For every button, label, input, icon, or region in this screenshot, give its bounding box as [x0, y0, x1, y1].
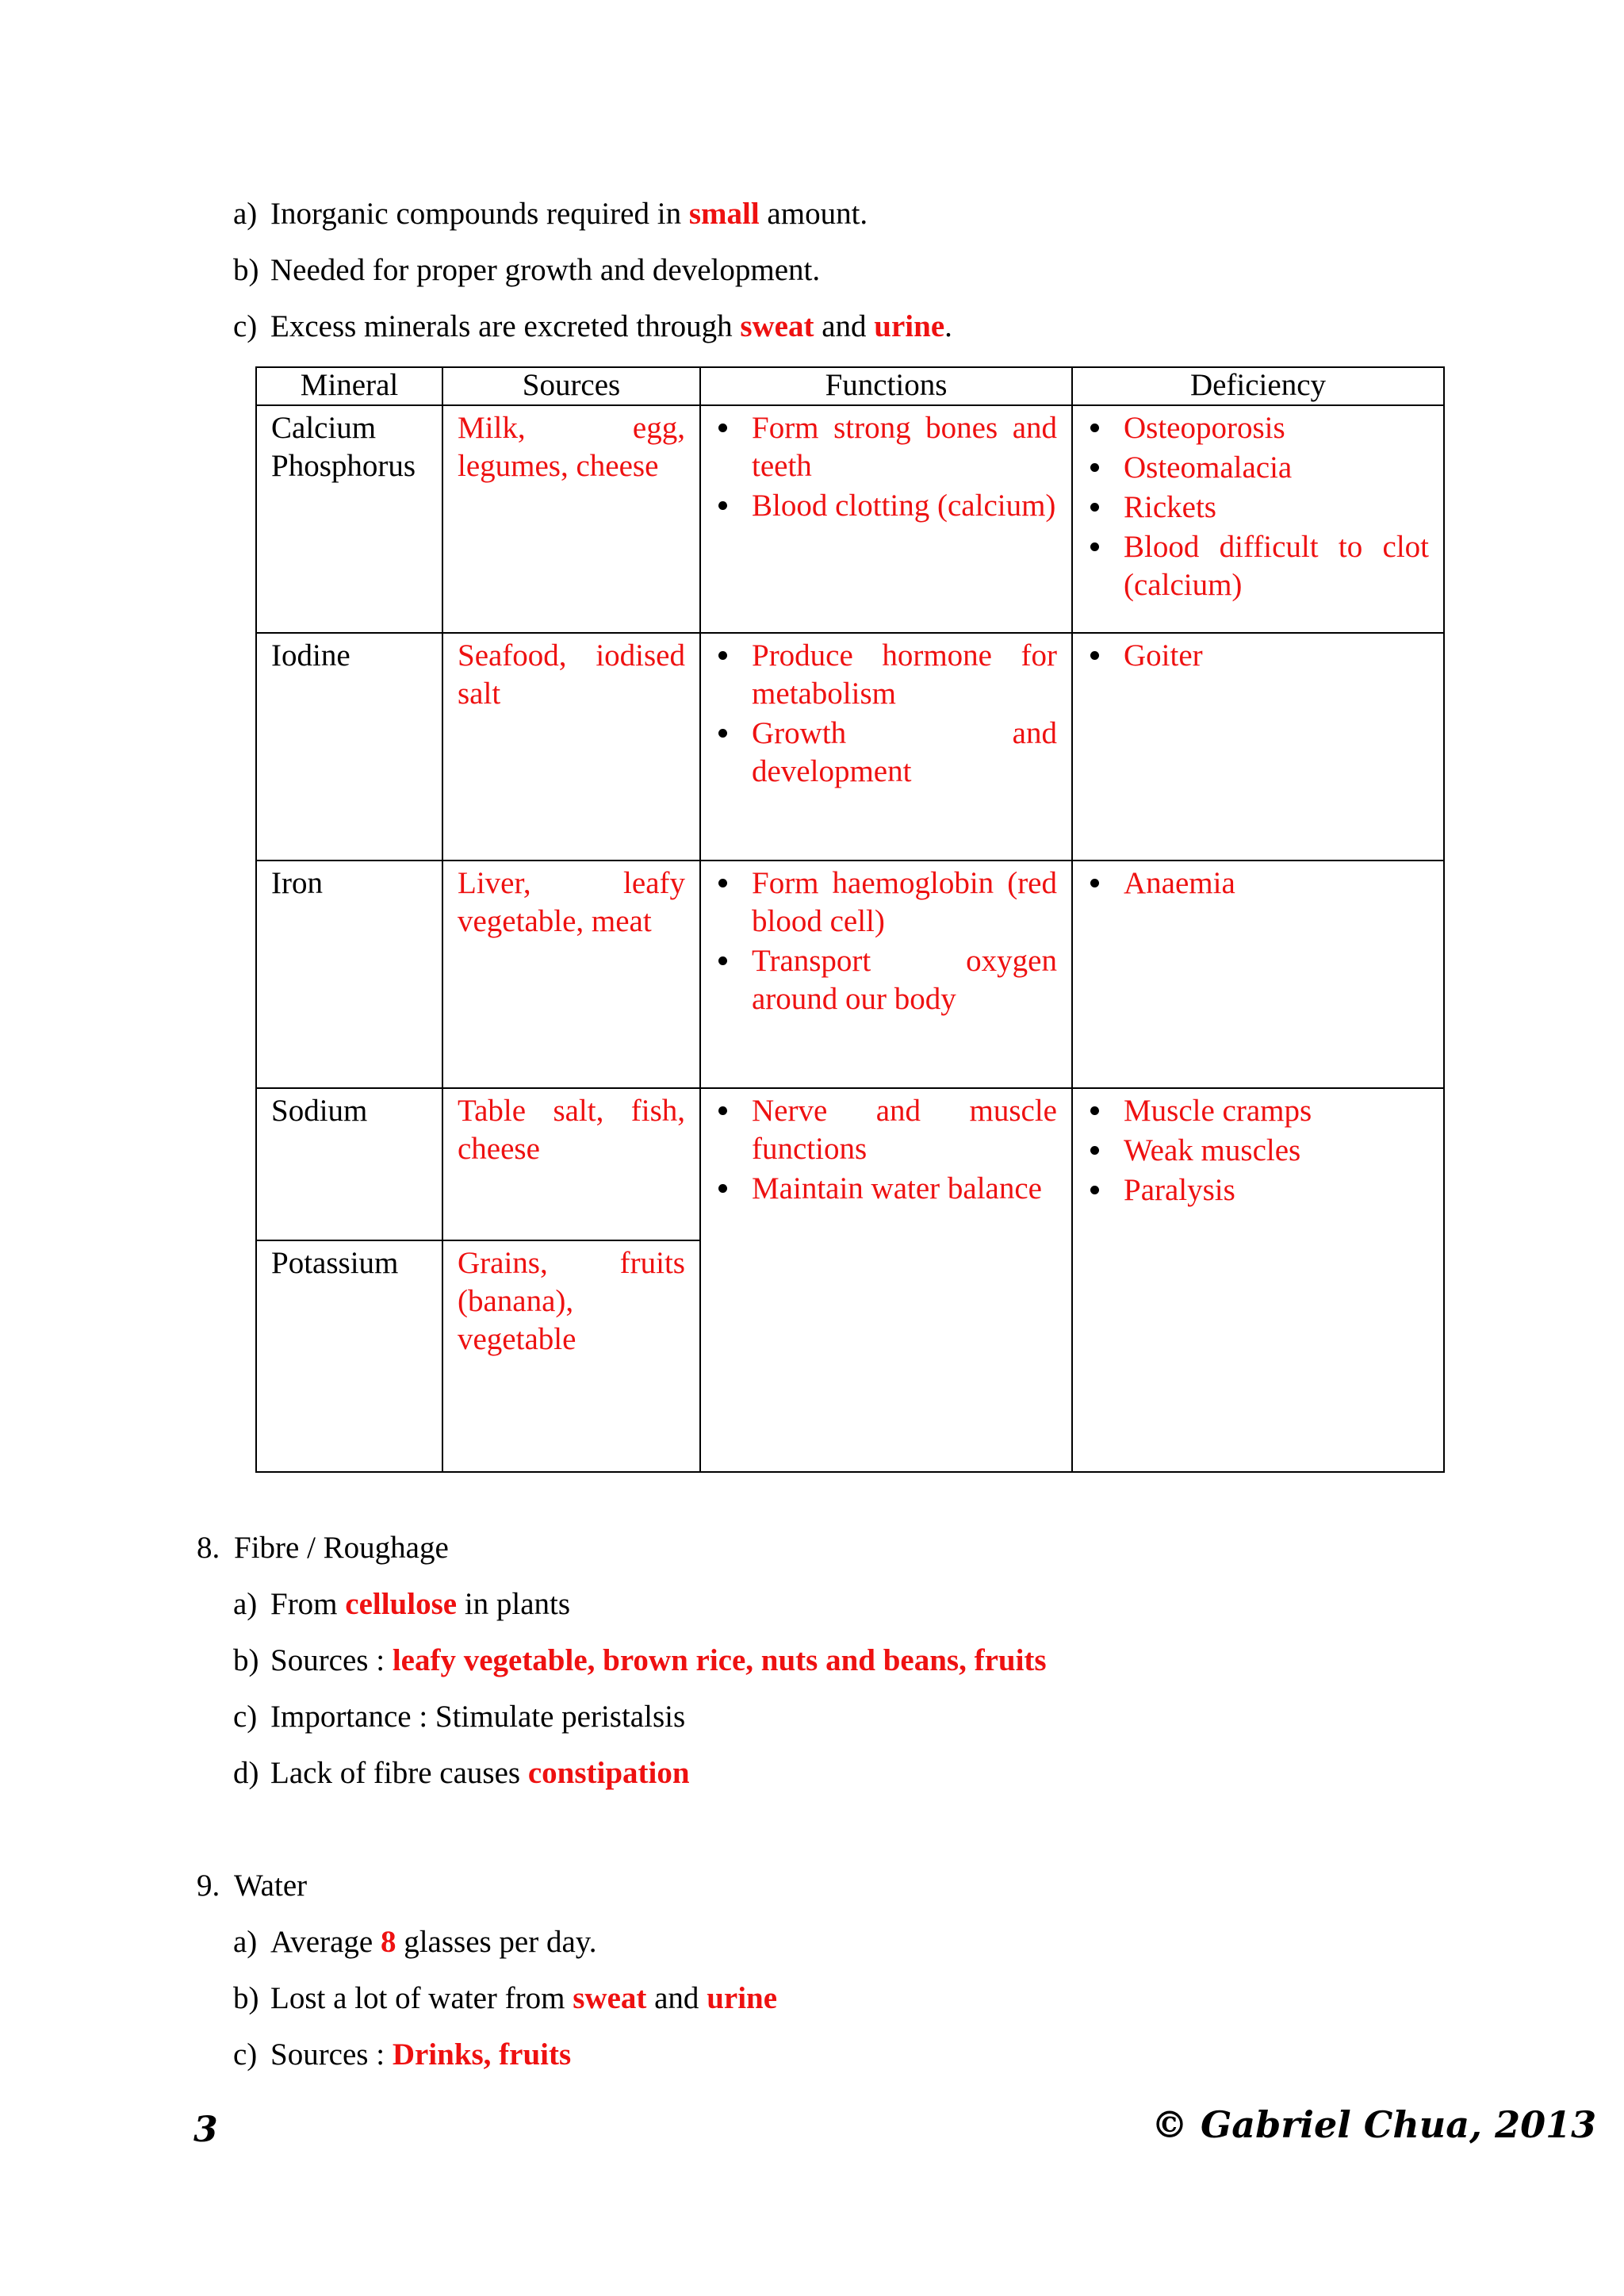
fibre-d-text: Lack of fibre causes constipation	[270, 1756, 690, 1790]
intro-b-label: b)	[233, 253, 259, 287]
copyright-notice: © Gabriel Chua, 2013	[1151, 2103, 1597, 2146]
deficiency-cell	[1072, 633, 1444, 861]
deficiency-item: Rickets	[1087, 489, 1429, 527]
deficiency-item: Paralysis	[1087, 1171, 1429, 1209]
deficiency-cell	[1072, 861, 1444, 1088]
water-b-text: Lost a lot of water from sweat and urine	[270, 1981, 778, 2015]
sources-cell: Seafood, iodised salt	[442, 633, 700, 861]
function-item: Growth and development	[715, 715, 1057, 791]
function-item: Produce hormone for metabolism	[715, 637, 1057, 713]
fibre-heading-number: 8.	[197, 1531, 220, 1565]
deficiency-item: Blood difficult to clot (calcium)	[1087, 528, 1429, 604]
intro-a-text: Inorganic compounds required in small amount.	[270, 197, 868, 231]
fibre-a-text: From cellulose in plants	[270, 1587, 571, 1621]
header-functions: Functions	[700, 367, 1072, 405]
mineral-cell	[256, 861, 442, 1088]
mineral-name: Iron	[271, 866, 323, 900]
function-item: Nerve and muscle functions	[715, 1092, 1057, 1168]
function-item: Maintain water balance	[715, 1170, 1057, 1208]
water-a-text: Average 8 glasses per day.	[270, 1925, 597, 1959]
functions-cell	[700, 405, 1072, 633]
mineral-name: Calcium	[271, 411, 377, 445]
mineral-cell	[256, 1240, 442, 1472]
minerals-table	[255, 366, 1445, 1473]
water-a-label: a)	[233, 1925, 258, 1959]
fibre-b-text: Sources : leafy vegetable, brown rice, nuts and beans, fruits	[270, 1643, 1047, 1677]
water-b-label: b)	[233, 1981, 259, 2015]
sources-cell: Liver, leafy vegetable, meat	[442, 861, 700, 1088]
function-item: Transport oxygen around our body	[715, 942, 1057, 1018]
fibre-d-label: d)	[233, 1756, 259, 1790]
deficiency-item: Anaemia	[1087, 864, 1429, 903]
deficiency-item: Weak muscles	[1087, 1132, 1429, 1170]
deficiency-item: Osteomalacia	[1087, 449, 1429, 487]
table-header-row	[256, 367, 1444, 405]
deficiency-cell	[1072, 405, 1444, 633]
mineral-name: Sodium	[271, 1094, 368, 1128]
table-row	[256, 1088, 1444, 1240]
sources-cell: Grains, fruits (banana), vegetable	[442, 1240, 700, 1472]
functions-cell	[700, 633, 1072, 861]
header-deficiency: Deficiency	[1072, 367, 1444, 405]
table-row	[256, 633, 1444, 861]
header-mineral: Mineral	[256, 367, 442, 405]
water-heading-number: 9.	[197, 1869, 220, 1903]
deficiency-item: Goiter	[1087, 637, 1429, 675]
table-row	[256, 861, 1444, 1088]
intro-b-text: Needed for proper growth and development.	[270, 253, 821, 287]
header-sources: Sources	[442, 367, 700, 405]
mineral-cell	[256, 1088, 442, 1240]
water-c-label: c)	[233, 2037, 258, 2072]
sources-cell: Table salt, fish, cheese	[442, 1088, 700, 1240]
water-heading: Water	[234, 1869, 308, 1903]
mineral-cell	[256, 405, 442, 633]
mineral-name: Potassium	[271, 1246, 399, 1280]
page-number: 3	[193, 2110, 218, 2150]
functions-cell	[700, 861, 1072, 1088]
mineral-name: Phosphorus	[271, 449, 416, 483]
water-c-text: Sources : Drinks, fruits	[270, 2037, 572, 2072]
function-item: Form strong bones and teeth	[715, 409, 1057, 485]
fibre-heading: Fibre / Roughage	[234, 1531, 449, 1565]
deficiency-item: Osteoporosis	[1087, 409, 1429, 447]
fibre-a-label: a)	[233, 1587, 258, 1621]
fibre-c-label: c)	[233, 1700, 258, 1734]
intro-c-label: c)	[233, 309, 258, 343]
intro-a-label: a)	[233, 197, 258, 231]
deficiency-item: Muscle cramps	[1087, 1092, 1429, 1130]
fibre-c-text: Importance : Stimulate peristalsis	[270, 1700, 686, 1734]
intro-c-text: Excess minerals are excreted through sweat and urine.	[270, 309, 952, 343]
sources-cell: Milk, egg, legumes, cheese	[442, 405, 700, 633]
function-item: Form haemoglobin (red blood cell)	[715, 864, 1057, 941]
function-item: Blood clotting (calcium)	[715, 487, 1057, 525]
table-row	[256, 405, 1444, 633]
deficiency-cell	[1072, 1088, 1444, 1472]
functions-cell	[700, 1088, 1072, 1472]
mineral-cell	[256, 633, 442, 861]
fibre-b-label: b)	[233, 1643, 259, 1677]
mineral-name: Iodine	[271, 638, 350, 673]
